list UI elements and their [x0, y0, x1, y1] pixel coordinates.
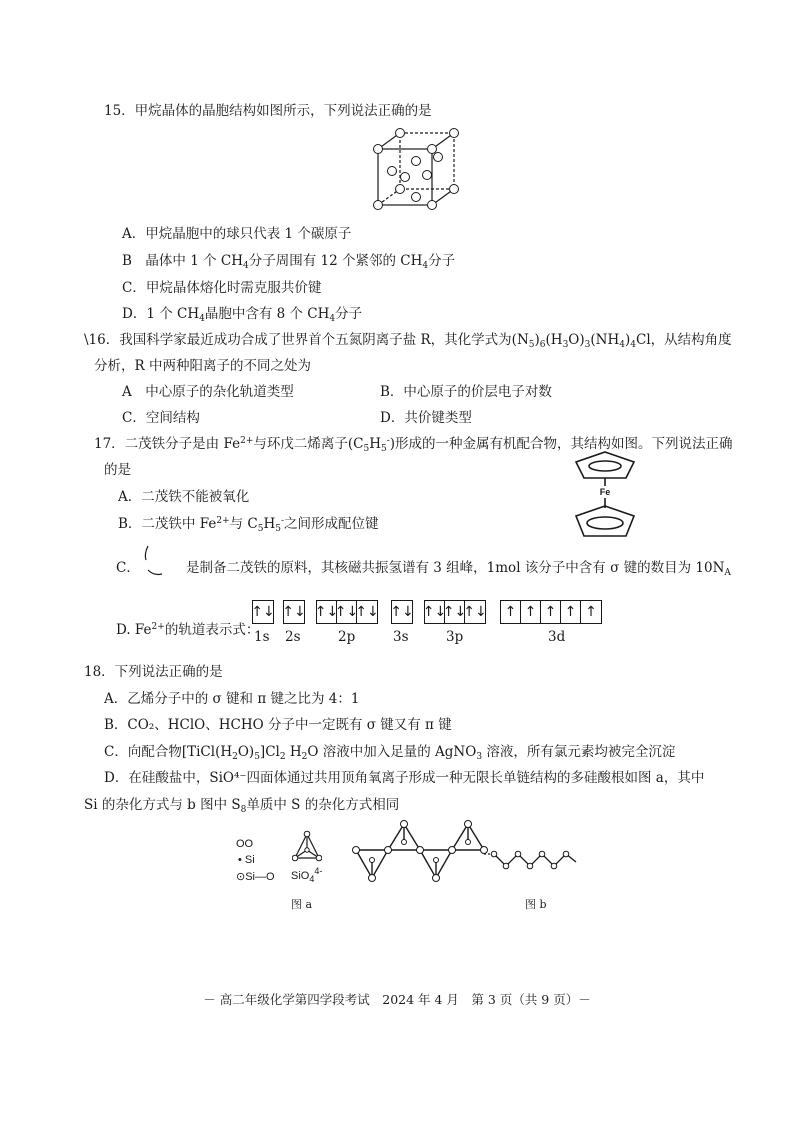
sio4-tetrahedron-figure	[292, 830, 322, 864]
orbital-3p: ↑↓ ↑↓ ↑↓	[424, 600, 486, 624]
q15-stem: 15．甲烷晶体的晶胞结构如图所示，下列说法正确的是	[104, 103, 432, 119]
q16-stem: \16．我国科学家最近成功合成了世界首个五氮阴离子盐 R，其化学式为$(N_5)_6(H_3O)_3(NH_4)_4Cl$，从结构角度	[84, 332, 732, 350]
orbital-1s: ↑↓	[252, 600, 274, 624]
q17-option-c-label: C．	[116, 560, 140, 576]
orbital-2s: ↑↓	[283, 600, 305, 624]
q17-option-a: A．二茂铁不能被氧化	[118, 489, 250, 505]
legend-si-o-bond: ⊙Si—O	[236, 871, 275, 883]
orbital-label-3s: 3s	[393, 629, 409, 645]
figure-b-caption: 图 b	[525, 898, 547, 911]
polysilicate-chain-figure	[352, 820, 488, 882]
legend-silicon: • Si	[238, 854, 255, 866]
q17-stem: 17．二茂铁分子是由 $Fe^{2+}$与环戊二烯离子$(C_5H_5^-)$形成的一种金属有机配合物，其结构如图。下列说法正确	[94, 436, 733, 454]
figure-a-caption: 图 a	[291, 898, 313, 911]
q15-option-d: D．1 个 $CH_4$晶胞中含有 8 个 $CH_4$分子	[122, 306, 363, 324]
orbital-label-2p: 2p	[338, 629, 356, 645]
cyclopentadiene-figure	[140, 540, 180, 580]
orbital-label-3p: 3p	[446, 629, 464, 645]
q18-option-d-line2: Si 的杂化方式与 b 图中 $S_8$单质中 S 的杂化方式相同	[84, 797, 400, 815]
q18-option-d-line1: D．在硅酸盐中，SiO⁴⁻四面体通过共用顶角氧离子形成一种无限长单链结构的多硅酸根如图 a，其中	[104, 770, 705, 786]
page-footer: － 高二年级化学第四学段考试 2024 年 4 月 第 3 页（共 9 页）－	[203, 992, 591, 1007]
q15-option-c: C．甲烷晶体熔化时需克服共价键	[122, 280, 322, 296]
q15-option-a: A．甲烷晶胞中的球只代表 1 个碳原子	[122, 226, 352, 242]
s8-chain-figure	[484, 844, 580, 874]
orbital-3s: ↑↓	[391, 600, 413, 624]
q16-option-a: A 中心原子的杂化轨道类型	[122, 384, 294, 400]
fe-label: Fe	[599, 487, 611, 497]
orbital-3d: ↑ ↑ ↑ ↑ ↑	[500, 600, 602, 624]
ferrocene-structure-figure	[570, 448, 640, 548]
q17-option-b: B．二茂铁中 $Fe^{2+}$与 $C_5H_5^-$之间形成配位键	[118, 516, 379, 534]
q16-option-c: C．空间结构	[122, 410, 200, 426]
orbital-label-2s: 2s	[285, 629, 301, 645]
methane-unit-cell-figure	[372, 127, 462, 213]
q18-stem: 18．下列说法正确的是	[84, 664, 223, 680]
orbital-2p: ↑↓ ↑↓ ↑↓	[316, 600, 378, 624]
q18-option-b: B．CO₂、HClO、HCHO 分子中一定既有 σ 键又有 π 键	[104, 717, 452, 733]
q17-stem-line2: 的是	[104, 462, 131, 478]
q18-option-c: C．向配合物$[TiCl(H_2O)_5]Cl_2$ $H_2O$ 溶液中加入足量的 AgNO$_3$ 溶液，所有氯元素均被完全沉淀	[104, 744, 676, 762]
q16-option-d: D．共价键类型	[380, 410, 472, 426]
q16-option-b: B．中心原子的价层电子对数	[380, 384, 552, 400]
q18-option-a: A．乙烯分子中的 σ 键和 π 键之比为 4：1	[104, 691, 360, 707]
q15-option-b: B 晶体中 1 个 $CH_4$分子周围有 12 个紧邻的 $CH_4$分子	[122, 253, 456, 271]
orbital-label-1s: 1s	[254, 629, 270, 645]
q17-option-c: 是制备二茂铁的原料，其核磁共振氢谱有 3 组峰，1mol 该分子中含有 σ 键的数目为 $10N_A$	[186, 560, 731, 578]
legend-oxygen: OO	[236, 838, 254, 850]
q17-option-d-label: D. $Fe^{2+}$的轨道表示式：	[116, 622, 260, 638]
orbital-label-3d: 3d	[548, 629, 566, 645]
q16-stem-line2: 分析，R 中两种阳离子的不同之处为	[94, 358, 311, 374]
sio4-label: SiO$_4^{4-}$	[291, 866, 323, 884]
